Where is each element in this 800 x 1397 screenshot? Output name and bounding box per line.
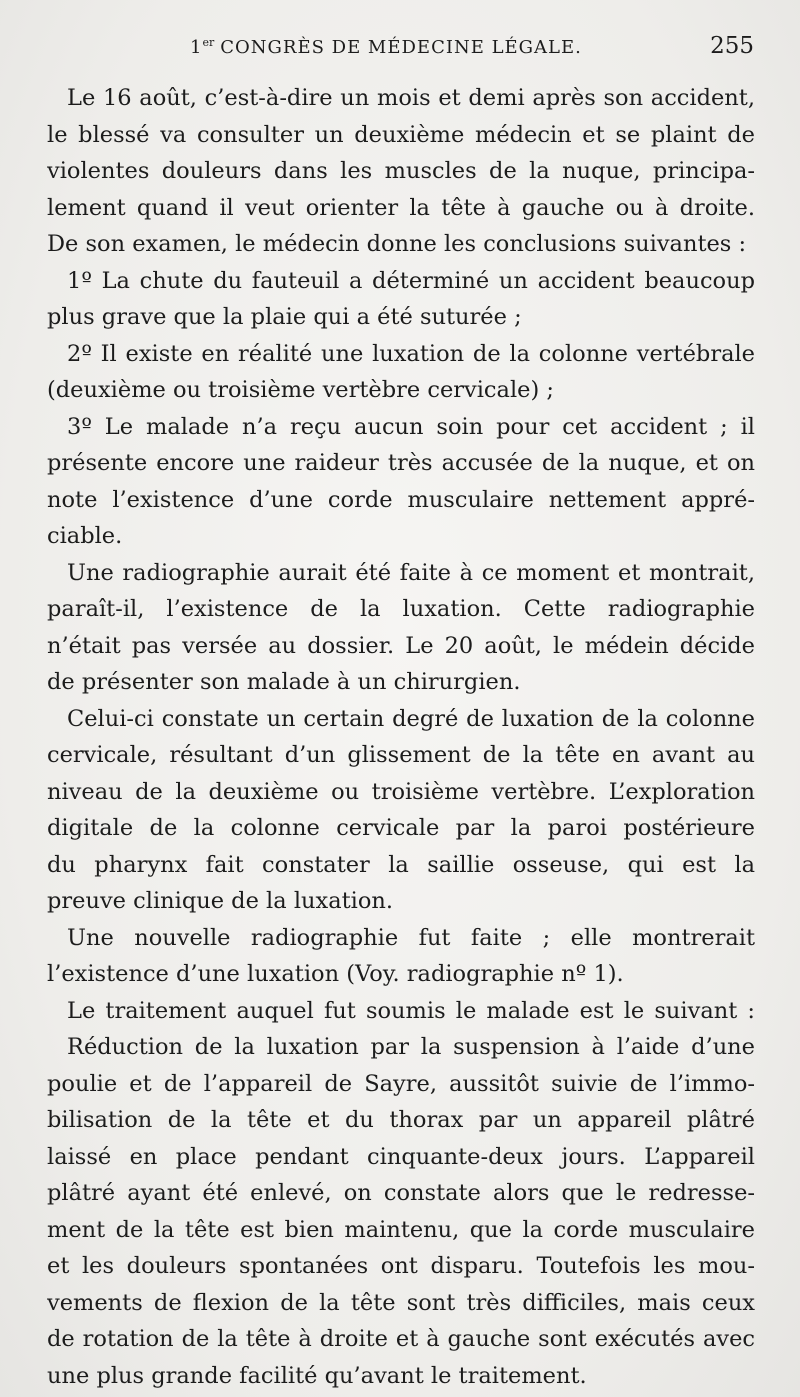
- text-line: poulie et de l’appareil de Sayre, aussitôt suivie de l’immo-: [47, 1070, 755, 1097]
- text-line: Le 16 août, c’est-à-dire un mois et demi après son accident,: [67, 85, 755, 111]
- text-line: une plus grande facilité qu’avant le traitement.: [47, 1362, 587, 1389]
- text-line: Celui-ci constate un certain degré de luxation de la colonne: [67, 705, 755, 732]
- body-text: [47, 80, 755, 1394]
- text-line: note l’existence d’une corde musculaire nettement appré-: [47, 486, 755, 513]
- text-line: Le traitement auquel fut soumis le malade est le suivant :: [67, 997, 755, 1024]
- text-line: preuve clinique de la luxation.: [47, 888, 394, 914]
- text-line: 1º La chute du fauteuil a déterminé un accident beaucoup: [67, 267, 755, 294]
- running-head-ordinal: 1: [190, 37, 203, 58]
- text-line: lement quand il veut orienter la tête à gauche ou à droite.: [47, 194, 755, 221]
- text-line: digitale de la colonne cervicale par la paroi postérieure: [47, 815, 755, 841]
- text-line: violentes douleurs dans les muscles de la nuque, principa-: [47, 158, 755, 184]
- text-line: Une nouvelle radiographie fut faite ; elle montrerait: [67, 924, 755, 951]
- running-head-ordinal-suffix: er: [202, 36, 215, 49]
- text-line: 2º Il existe en réalité une luxation de la colonne vertébrale: [67, 340, 755, 367]
- text-line: 3º Le malade n’a reçu aucun soin pour cet accident ; il: [67, 413, 755, 440]
- text-line: plâtré ayant été enlevé, on constate alors que le redresse-: [47, 1180, 755, 1206]
- text-line: ment de la tête est bien maintenu, que la corde musculaire: [47, 1216, 755, 1243]
- text-line: et les douleurs spontanées ont disparu. Toutefois les mou-: [47, 1253, 755, 1279]
- text-line: vements de flexion de la tête sont très difficiles, mais ceux: [47, 1289, 755, 1316]
- text-line: Une radiographie aurait été faite à ce moment et montrait,: [67, 559, 755, 586]
- page-number: 255: [710, 33, 754, 59]
- text-line: ciable.: [47, 523, 123, 549]
- text-line: présente encore une raideur très accusée de la nuque, et on: [47, 450, 755, 476]
- text-line: laissé en place pendant cinquante-deux jours. L’appareil: [47, 1143, 755, 1170]
- running-head-title: [190, 36, 582, 58]
- text-line: de présenter son malade à un chirurgien.: [47, 669, 521, 695]
- text-line: cervicale, résultant d’un glissement de la tête en avant au: [47, 742, 755, 768]
- text-line: l’existence d’une luxation (Voy. radiographie nº 1).: [47, 961, 624, 987]
- text-line: plus grave que la plaie qui a été suturée ;: [47, 304, 522, 330]
- text-line: n’était pas versée au dossier. Le 20 août, le médein décide: [47, 632, 755, 659]
- text-line: niveau de la deuxième ou troisième vertèbre. L’exploration: [47, 778, 755, 805]
- text-line: (deuxième ou troisième vertèbre cervicale) ;: [47, 377, 554, 403]
- running-head: [190, 33, 754, 66]
- text-line: Réduction de la luxation par la suspension à l’aide d’une: [67, 1034, 755, 1060]
- text-line: De son examen, le médecin donne les conclusions suivantes :: [47, 231, 747, 257]
- text-line: le blessé va consulter un deuxième médecin et se plaint de: [47, 121, 755, 148]
- text-line: paraît-il, l’existence de la luxation. Cette radiographie: [47, 596, 755, 622]
- text-line: bilisation de la tête et du thorax par un appareil plâtré: [47, 1107, 755, 1133]
- text-line: du pharynx fait constater la saillie osseuse, qui est la: [47, 851, 755, 878]
- text-line: de rotation de la tête à droite et à gauche sont exécutés avec: [47, 1326, 755, 1352]
- running-head-text: CONGRÈS DE MÉDECINE LÉGALE.: [220, 37, 582, 58]
